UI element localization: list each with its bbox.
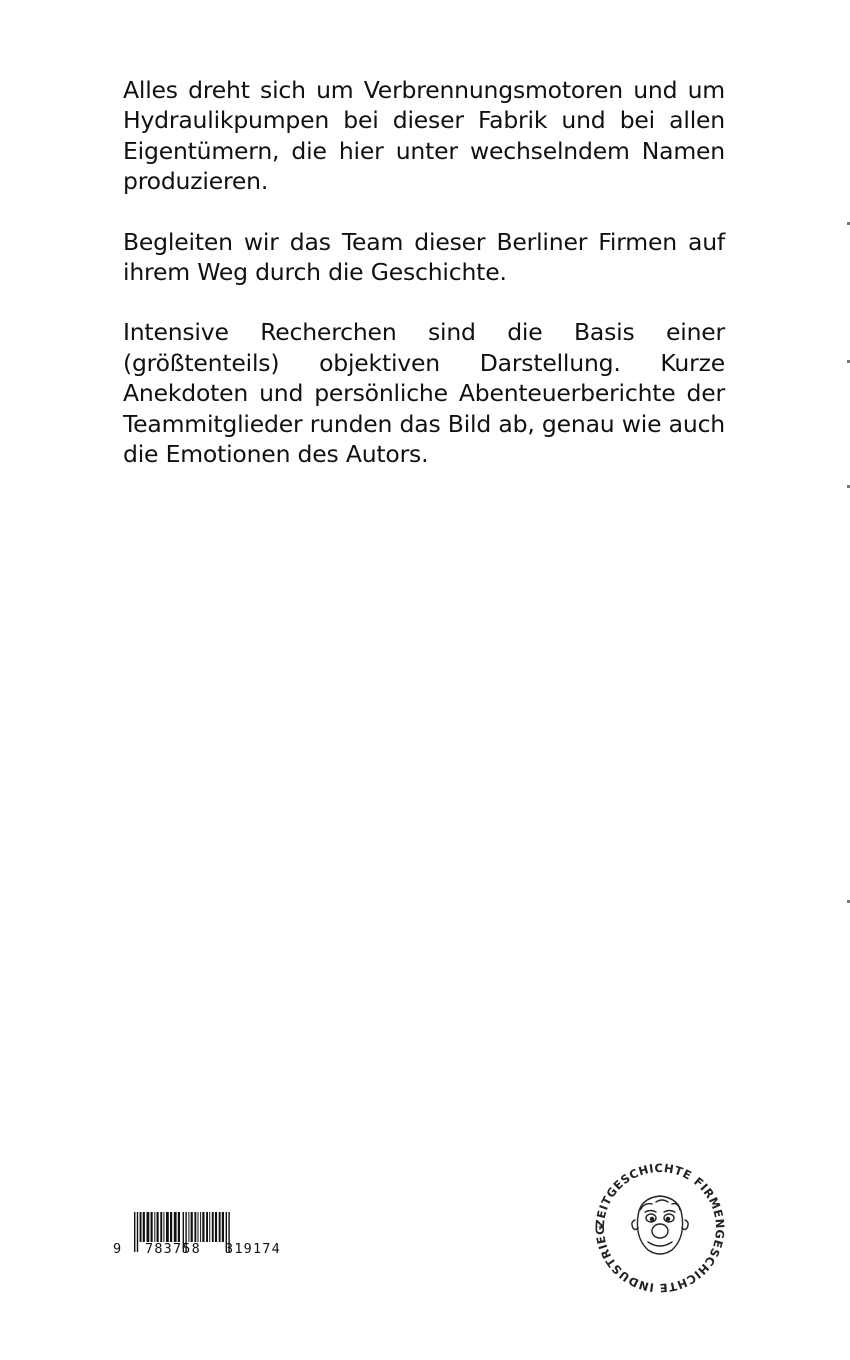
barcode-bar bbox=[202, 1212, 204, 1242]
back-cover-blurb bbox=[123, 75, 725, 499]
barcode-bar bbox=[151, 1212, 153, 1242]
barcode-bar bbox=[147, 1212, 150, 1242]
barcode-bar bbox=[143, 1212, 145, 1242]
barcode-bar bbox=[209, 1212, 210, 1242]
barcode-bar bbox=[194, 1212, 196, 1242]
barcode-bar bbox=[212, 1212, 214, 1242]
publisher-stamp bbox=[590, 1158, 730, 1298]
barcode-bar bbox=[222, 1212, 224, 1242]
barcode-left-digits: 783758 bbox=[145, 1241, 201, 1257]
barcode-bar bbox=[188, 1212, 189, 1242]
barcode-bar bbox=[198, 1212, 199, 1242]
barcode-bar bbox=[166, 1212, 169, 1242]
barcode-bar bbox=[191, 1212, 193, 1242]
barcode-bar bbox=[174, 1212, 177, 1242]
barcode-bar bbox=[134, 1212, 135, 1252]
barcode-bar bbox=[219, 1212, 221, 1242]
cartoon-face-icon bbox=[590, 1158, 730, 1298]
blurb-paragraph: Intensive Recherchen sind die Basis einer (größtenteils) objektiven Darstellung. Kurze Anekdoten und persönliche Abenteuerberichte der Teammitglieder runden das Bild ab, genau wie auch die Emotionen des Autors. bbox=[123, 318, 725, 469]
barcode-bar bbox=[178, 1212, 180, 1242]
barcode-bar bbox=[170, 1212, 172, 1242]
barcode-bar bbox=[154, 1212, 155, 1242]
barcode-bar bbox=[157, 1212, 159, 1242]
barcode-right-digits: 319174 bbox=[225, 1241, 281, 1257]
barcode-bar bbox=[200, 1212, 201, 1242]
stamp-ring-text: ZEITGESCHICHTE FIRMENGESCHICHTE INDUSTRIEG bbox=[592, 1160, 728, 1296]
barcode-bar bbox=[215, 1212, 217, 1242]
barcode-first-digit: 9 bbox=[113, 1241, 123, 1257]
blurb-paragraph: Begleiten wir das Team dieser Berliner Firmen auf ihrem Weg durch die Geschichte. bbox=[123, 227, 725, 287]
barcode-bar bbox=[160, 1212, 162, 1242]
barcode-bar bbox=[140, 1212, 142, 1242]
blurb-paragraph: Alles dreht sich um Verbrennungsmotoren und um Hydraulikpumpen bei dieser Fabrik und bei allen Eigentümern, die hier unter wechselndem Namen produzieren. bbox=[123, 76, 725, 196]
barcode-bar bbox=[137, 1212, 138, 1252]
barcode-bar bbox=[206, 1212, 208, 1242]
barcode-bar bbox=[163, 1212, 164, 1242]
